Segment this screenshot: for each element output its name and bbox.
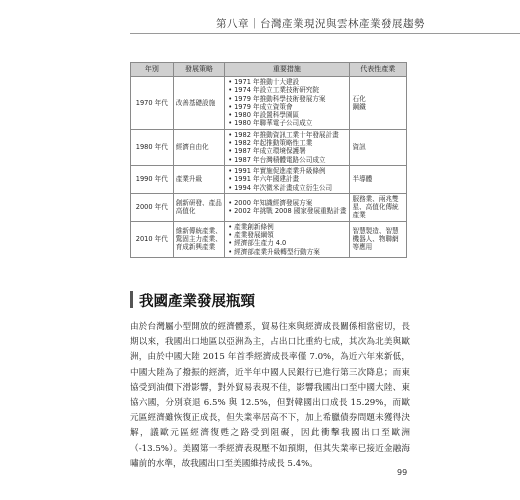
measure-item: • 2002 年挑戰 2008 國家發展重點計畫	[228, 207, 346, 215]
cell-strategy: 改善基礎設施	[173, 77, 225, 130]
measure-item: • 1987 年台灣積體電路公司成立	[228, 156, 346, 164]
table-row	[131, 165, 407, 193]
measure-item: • 1971 年推動十大建設	[228, 78, 346, 86]
cell-measures	[225, 165, 349, 193]
cell-industry: 石化 鋼鐵	[349, 77, 407, 130]
measure-item: • 1974 年設立工業技術研究院	[228, 86, 346, 94]
measure-item: • 1979 年推動科學技術發展方案	[228, 95, 346, 103]
cell-year: 1990 年代	[131, 165, 174, 193]
cell-measures	[225, 221, 349, 257]
page-header	[0, 0, 520, 46]
heading-marker	[130, 291, 133, 308]
cell-industry: 半導體	[349, 165, 407, 193]
cell-strategy: 創新研發、產品高值化	[173, 193, 225, 221]
cell-measures	[225, 77, 349, 130]
cell-strategy: 產業升級	[173, 165, 225, 193]
measure-item: • 經濟部產業升級轉型行動方案	[228, 248, 346, 256]
section-heading	[130, 290, 410, 312]
cell-industry: 資訊	[349, 129, 407, 165]
table-body	[131, 77, 407, 258]
cell-industry: 服務業、兩兆雙星、高值化傳統產業	[349, 193, 407, 221]
header-industry: 代表性產業	[349, 63, 407, 77]
policy-table-container	[130, 62, 407, 258]
measure-item: • 產業創新條例	[228, 223, 346, 231]
chapter-title: 第八章｜台灣產業現況與雲林產業發展趨勢	[216, 18, 425, 30]
measure-item: • 1991 年六年國建計畫	[228, 175, 346, 183]
table-row	[131, 77, 407, 130]
measure-item: • 1980 年設置科學園區	[228, 111, 346, 119]
cell-strategy: 經濟自由化	[173, 129, 225, 165]
cell-year: 2010 年代	[131, 221, 174, 257]
header-strategy: 發展策略	[173, 63, 225, 77]
page-number: 99	[397, 468, 408, 477]
header-measures: 重要措施	[225, 63, 349, 77]
measure-item: • 1987 年成立環境保護署	[228, 147, 346, 155]
cell-measures	[225, 129, 349, 165]
cell-year: 1970 年代	[131, 77, 174, 130]
measure-item: • 產業發展綱領	[228, 231, 346, 239]
measure-item: • 2000 年知識經濟發展方案	[228, 199, 346, 207]
measure-item: • 1979 年成立資策會	[228, 103, 346, 111]
table-header-row	[131, 63, 407, 77]
measure-item: • 經濟部生產力 4.0	[228, 239, 346, 247]
header-year: 年別	[131, 63, 174, 77]
cell-industry: 智慧製造、智慧機器人、物聯網等應用	[349, 221, 407, 257]
cell-year: 2000 年代	[131, 193, 174, 221]
section-title: 我國產業發展瓶頸	[139, 294, 255, 310]
table-row	[131, 193, 407, 221]
measure-item: • 1994 年次微米計畫成立衍生公司	[228, 184, 346, 192]
measure-item: • 1991 年實施促進產業升級條例	[228, 167, 346, 175]
measure-item: • 1982 年推動資訊工業十年發展計畫	[228, 131, 346, 139]
cell-measures	[225, 193, 349, 221]
table-row	[131, 129, 407, 165]
measure-item: • 1982 年起推動策略性工業	[228, 139, 346, 147]
cell-year: 1980 年代	[131, 129, 174, 165]
header-divider	[130, 33, 520, 34]
cell-strategy: 維新傳統產業、驚固主力產業、育成新興產業	[173, 221, 225, 257]
table-row	[131, 221, 407, 257]
body-paragraph: 由於台灣屬小型開放的經濟體系，貿易往來與經濟成長關係相當密切，長期以來，我國出口地區以亞洲為主，占出口比重約七成，其次為北美與歐洲，由於中國大陸 2015 年首季經濟成長率僅 7.0%，為近六年來新低，中國大陸為了撥振的經濟，近半年中國人民銀行已進行第三次降息；而東協受到油價下滑影響，對外貿易表現不佳，影響我國出口至中國大陸、東協六國，分別衰退 6.5% 與 12.5%，但對韓國出口成長 15.29%，而歐元區經濟雖恢復正成長，但失業率居高不下，加上希臘債券問題未獲得決解，議歐元區經濟復甦之路受到阻礙，因此衝擊我國出口至歐洲（-13.5%）。美國第一季經濟表現壓不如預期，但其失業率已接近金融海嘯前的水準，故我國出口至美國維持成長 5.4%。	[130, 322, 410, 469]
measure-item: • 1980 年聯華電子公司成立	[228, 119, 346, 127]
policy-table	[130, 62, 407, 258]
